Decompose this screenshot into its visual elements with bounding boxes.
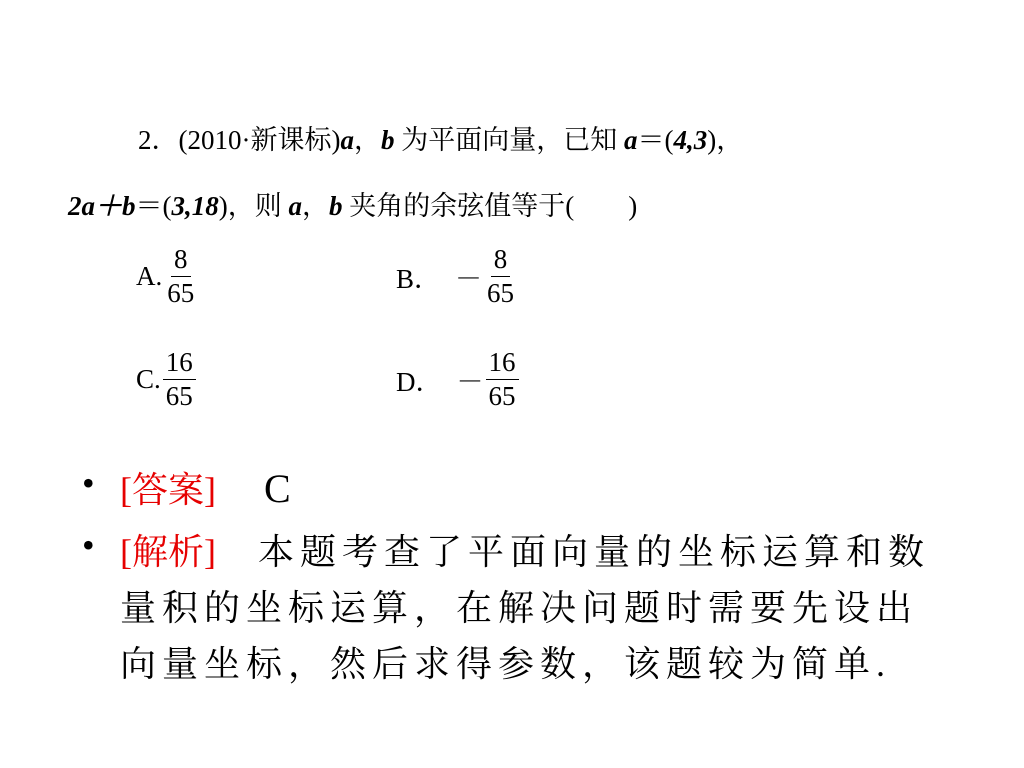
analysis-tag: [解析] xyxy=(120,532,216,572)
denominator: 65 xyxy=(165,381,193,411)
numerator: 16 xyxy=(163,349,196,380)
option-label: C. xyxy=(136,364,161,394)
vector-a: a xyxy=(288,191,302,221)
expression-value: 3,18 xyxy=(171,191,219,221)
option-sign: － xyxy=(455,264,483,294)
option-label: B． xyxy=(396,264,442,294)
option-label: A. xyxy=(136,261,163,291)
option-sign: － xyxy=(456,367,484,397)
equals: ＝( xyxy=(637,125,674,155)
punct: ， xyxy=(353,125,381,155)
vector-b: b xyxy=(380,125,395,155)
question-line-2 xyxy=(68,184,637,223)
option-a[interactable] xyxy=(136,246,197,307)
denominator: 65 xyxy=(488,381,516,411)
vector-a: a xyxy=(623,125,638,155)
option-c[interactable] xyxy=(136,349,196,410)
denominator: 65 xyxy=(167,278,195,308)
option-label: D． xyxy=(396,367,443,397)
fraction xyxy=(484,246,517,307)
fraction xyxy=(486,349,519,410)
vector-a: a xyxy=(340,125,354,155)
fraction xyxy=(163,349,196,410)
answer-line xyxy=(120,462,291,513)
option-d[interactable] xyxy=(396,349,519,410)
analysis-text: 本题考查了平面向量的坐标运算和数量积的坐标运算，在解决问题时需要先设出向量坐标，然后求得参数，该题较为简单. xyxy=(120,532,930,684)
question-line-1 xyxy=(138,118,743,157)
option-b[interactable] xyxy=(396,246,517,307)
vector-a-value: 4,3 xyxy=(673,125,708,155)
expression-2a-plus-b: 2a＋b xyxy=(68,191,136,221)
question-text-1: 为平面向量，已知 xyxy=(394,125,624,155)
fraction xyxy=(164,246,197,307)
numerator: 8 xyxy=(171,246,191,277)
numerator: 8 xyxy=(491,246,511,277)
punct: )， xyxy=(707,125,744,155)
answer-tag: [答案] xyxy=(120,470,216,510)
analysis-bullet: • xyxy=(82,525,95,565)
equals: ＝( xyxy=(135,191,172,221)
numerator: 16 xyxy=(486,349,519,380)
punct: ， xyxy=(302,191,329,221)
question-number: 2． xyxy=(138,125,179,155)
denominator: 65 xyxy=(487,278,515,308)
vector-b: b xyxy=(329,191,343,221)
analysis-paragraph xyxy=(120,524,940,692)
answer-bullet: • xyxy=(82,463,95,503)
question-text-2a: )，则 xyxy=(218,191,289,221)
question-text-2b: 夹角的余弦值等于( ) xyxy=(342,191,638,221)
question-source: (2010·新课标) xyxy=(178,125,341,155)
answer-value: C xyxy=(263,466,291,511)
